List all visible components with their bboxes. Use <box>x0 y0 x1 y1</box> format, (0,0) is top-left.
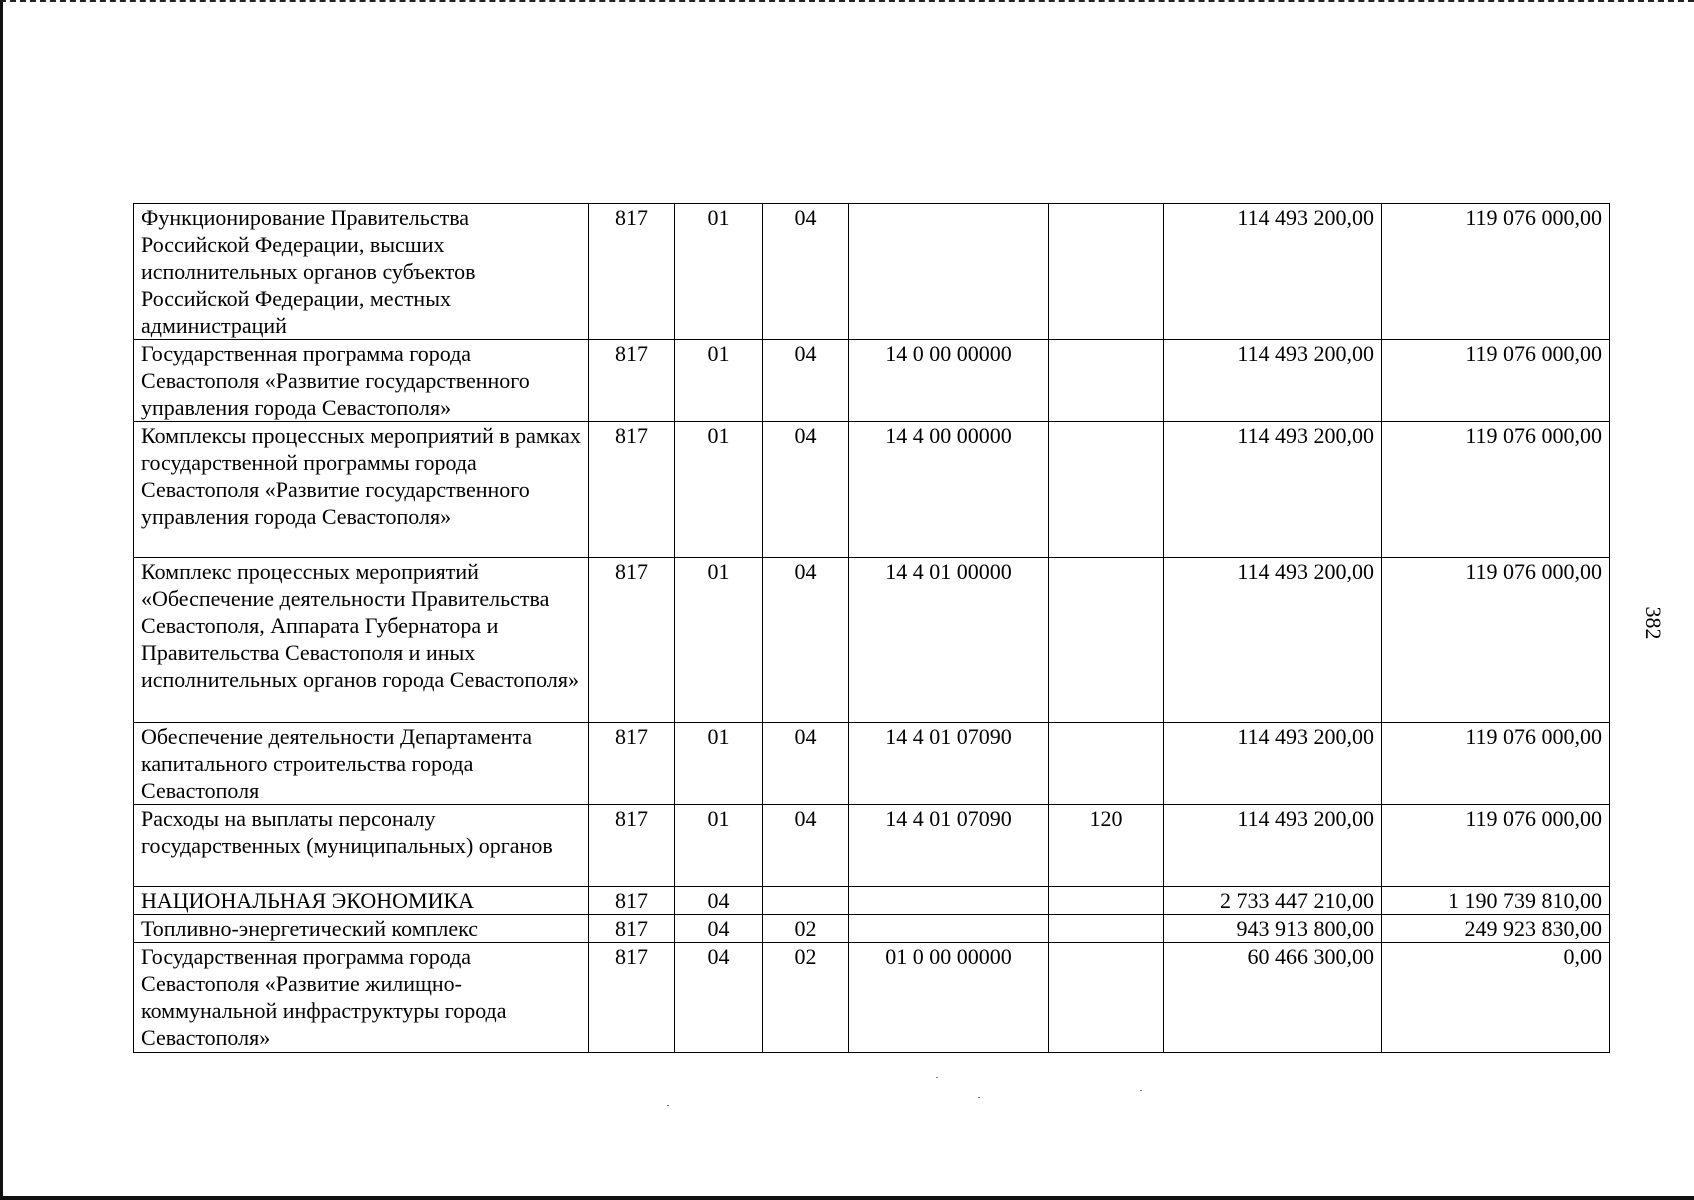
row-vr <box>1049 915 1164 943</box>
scan-speck <box>978 1097 980 1098</box>
table-row <box>134 915 1610 943</box>
row-sum2: 119 076 000,00 <box>1382 723 1610 805</box>
row-vr <box>1049 422 1164 558</box>
row-ved: 817 <box>589 558 675 723</box>
row-sum1: 114 493 200,00 <box>1164 723 1382 805</box>
row-csr: 14 4 00 00000 <box>849 422 1049 558</box>
row-csr: 14 4 01 07090 <box>849 723 1049 805</box>
scan-speck <box>936 1077 938 1078</box>
budget-table <box>133 203 1610 1053</box>
row-rz: 04 <box>675 943 763 1053</box>
row-rz: 01 <box>675 723 763 805</box>
row-name: Топливно-энергетический комплекс <box>134 915 589 943</box>
row-pr: 02 <box>763 943 849 1053</box>
row-rz: 01 <box>675 204 763 340</box>
row-pr: 04 <box>763 558 849 723</box>
table-row <box>134 943 1610 1053</box>
row-sum1: 943 913 800,00 <box>1164 915 1382 943</box>
row-sum1: 114 493 200,00 <box>1164 422 1382 558</box>
row-ved: 817 <box>589 943 675 1053</box>
table-row <box>134 887 1610 915</box>
page-number: 382 <box>1641 606 1666 640</box>
row-sum2: 1 190 739 810,00 <box>1382 887 1610 915</box>
row-name: Комплекс процессных мероприятий «Обеспечение деятельности Правительства Севастополя, Аппарата Губернатора и Правительства Севастополя и иных исполнительных органов города Севастополя» <box>134 558 589 723</box>
row-name: Функционирование Правительства Российской Федерации, высших исполнительных органов субъектов Российской Федерации, местных администраций <box>134 204 589 340</box>
row-pr: 04 <box>763 805 849 887</box>
row-sum1: 114 493 200,00 <box>1164 805 1382 887</box>
row-vr: 120 <box>1049 805 1164 887</box>
row-sum1: 114 493 200,00 <box>1164 340 1382 422</box>
row-name: Государственная программа города Севастополя «Развитие государственного управления города Севастополя» <box>134 340 589 422</box>
row-sum2: 119 076 000,00 <box>1382 422 1610 558</box>
row-sum1: 2 733 447 210,00 <box>1164 887 1382 915</box>
row-vr <box>1049 887 1164 915</box>
row-ved: 817 <box>589 915 675 943</box>
row-name: Обеспечение деятельности Департамента капитального строительства города Севастополя <box>134 723 589 805</box>
row-vr <box>1049 723 1164 805</box>
row-csr: 14 4 01 07090 <box>849 805 1049 887</box>
row-vr <box>1049 204 1164 340</box>
row-csr <box>849 915 1049 943</box>
row-csr <box>849 204 1049 340</box>
row-rz: 01 <box>675 805 763 887</box>
table-row <box>134 204 1610 340</box>
row-sum1: 60 466 300,00 <box>1164 943 1382 1053</box>
row-ved: 817 <box>589 340 675 422</box>
row-sum2: 249 923 830,00 <box>1382 915 1610 943</box>
row-pr: 02 <box>763 915 849 943</box>
row-ved: 817 <box>589 887 675 915</box>
row-sum2: 119 076 000,00 <box>1382 558 1610 723</box>
scan-speck <box>1140 1090 1142 1091</box>
row-sum2: 119 076 000,00 <box>1382 204 1610 340</box>
row-sum2: 119 076 000,00 <box>1382 340 1610 422</box>
row-vr <box>1049 558 1164 723</box>
row-rz: 01 <box>675 340 763 422</box>
row-csr: 01 0 00 00000 <box>849 943 1049 1053</box>
table-row <box>134 422 1610 558</box>
row-name: Расходы на выплаты персоналу государственных (муниципальных) органов <box>134 805 589 887</box>
row-sum2: 0,00 <box>1382 943 1610 1053</box>
row-pr: 04 <box>763 204 849 340</box>
row-pr: 04 <box>763 422 849 558</box>
row-name: Государственная программа города Севастополя «Развитие жилищно-коммунальной инфраструктуры города Севастополя» <box>134 943 589 1053</box>
row-rz: 01 <box>675 422 763 558</box>
table-row <box>134 340 1610 422</box>
row-ved: 817 <box>589 805 675 887</box>
row-csr: 14 4 01 00000 <box>849 558 1049 723</box>
table-row <box>134 558 1610 723</box>
table-row <box>134 723 1610 805</box>
row-pr <box>763 887 849 915</box>
row-ved: 817 <box>589 204 675 340</box>
row-rz: 04 <box>675 915 763 943</box>
row-name: НАЦИОНАЛЬНАЯ ЭКОНОМИКА <box>134 887 589 915</box>
row-pr: 04 <box>763 723 849 805</box>
table-row <box>134 805 1610 887</box>
row-csr <box>849 887 1049 915</box>
row-sum1: 114 493 200,00 <box>1164 558 1382 723</box>
row-ved: 817 <box>589 422 675 558</box>
row-sum1: 114 493 200,00 <box>1164 204 1382 340</box>
row-rz: 01 <box>675 558 763 723</box>
row-csr: 14 0 00 00000 <box>849 340 1049 422</box>
scan-speck <box>667 1105 669 1106</box>
row-sum2: 119 076 000,00 <box>1382 805 1610 887</box>
row-vr <box>1049 340 1164 422</box>
row-vr <box>1049 943 1164 1053</box>
row-rz: 04 <box>675 887 763 915</box>
row-pr: 04 <box>763 340 849 422</box>
row-name: Комплексы процессных мероприятий в рамках государственной программы города Севастополя «Развитие государственного управления города Севастополя» <box>134 422 589 558</box>
row-ved: 817 <box>589 723 675 805</box>
